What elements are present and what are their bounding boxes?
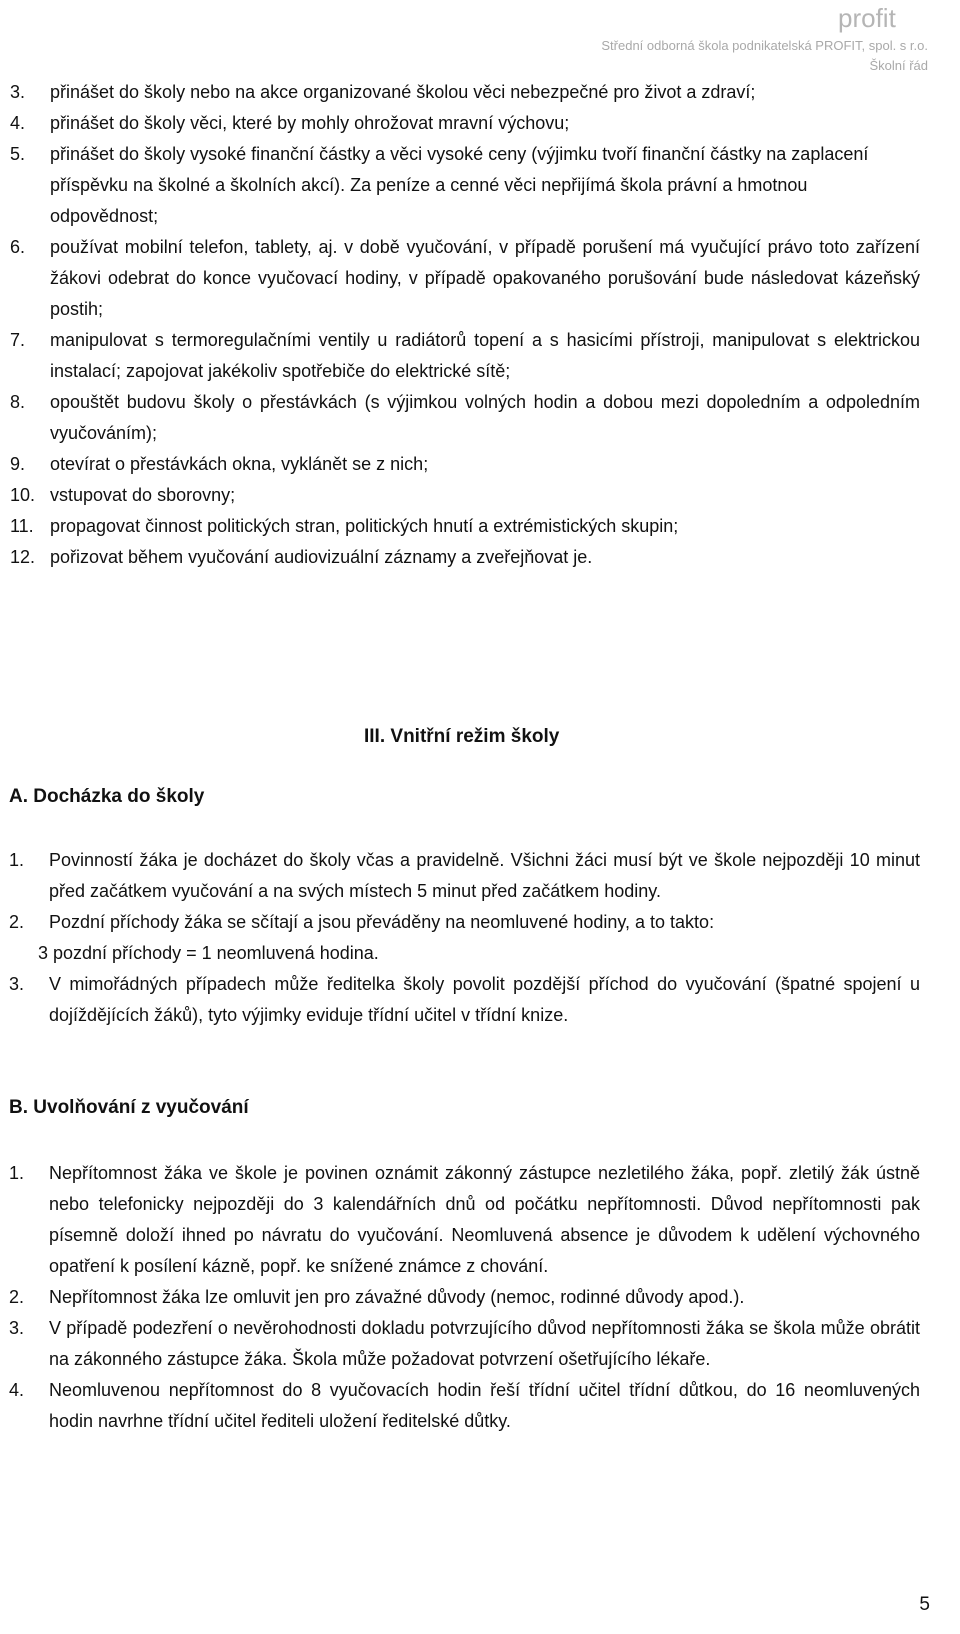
item-number: 10. <box>10 485 36 505</box>
item-text: používat mobilní telefon, tablety, aj. v době vyučování, v případě porušení má vyučující právo toto zařízení žákovi odebrat do konce vyučovací hodiny, v případě opakovaného porušování bude následovat kázeňský postih; <box>50 237 920 319</box>
item-number: 9. <box>10 454 26 474</box>
list-item <box>10 542 920 573</box>
list-item <box>9 907 920 969</box>
item-text: V případě podezření o nevěrohodnosti dokladu potvrzujícího důvod nepřítomnosti žáka se škola může obrátit na zákonného zástupce žáka. Škola může požadovat potvrzení ošetřujícího lékaře. <box>49 1318 920 1369</box>
item-number: 4. <box>10 113 26 133</box>
list-item <box>10 232 920 325</box>
list-item <box>9 1158 920 1282</box>
list-item <box>9 1282 920 1313</box>
item-number: 3. <box>10 82 26 102</box>
item-number: 5. <box>10 144 26 164</box>
section-heading: III. Vnitřní režim školy <box>364 726 560 747</box>
item-text: otevírat o přestávkách okna, vyklánět se z nich; <box>50 454 429 474</box>
item-text: Neomluvenou nepřítomnost do 8 vyučovacích hodin řeší třídní učitel třídní důtkou, do 16 neomluvených hodin navrhne třídní učitel řediteli uložení ředitelské důtky. <box>49 1380 920 1431</box>
list-item <box>10 325 920 387</box>
owl-logo-icon <box>838 3 928 35</box>
page-header <box>601 2 928 76</box>
item-number: 3. <box>9 1318 25 1338</box>
list-item <box>10 480 920 511</box>
school-logo <box>601 2 928 36</box>
list-item <box>9 845 920 907</box>
item-text: Nepřítomnost žáka lze omluvit jen pro závažné důvody (nemoc, rodinné důvody apod.). <box>49 1287 745 1307</box>
list-item <box>10 387 920 449</box>
item-text: Nepřítomnost žáka ve škole je povinen oznámit zákonný zástupce nezletilého žáka, popř. zletilý žák ústně nebo telefonicky nejpozději do 3 kalendářních dnů od počátku nepřítomnosti. Důvod nepřítomnosti pak písemně doloží ihned po návratu do vyučování. Neomluvená absence je důvodem k udělení výchovného opatření k posílení kázně, popř. ke snížené známce z chování. <box>49 1163 920 1276</box>
list-item <box>10 108 920 139</box>
item-text: přinášet do školy vysoké finanční částky a věci vysoké ceny (výjimku tvoří finanční částky na zaplacení příspěvku na školné a školních akcí). Za peníze a cenné věci nepřijímá škola právní a hmotnou odpovědnost; <box>50 144 869 226</box>
subsection-b-heading: B. Uvolňování z vyučování <box>9 1097 249 1118</box>
item-number: 3. <box>9 974 25 994</box>
list-item <box>10 511 920 542</box>
item-text: manipulovat s termoregulačními ventily u radiátorů topení a s hasicími přístroji, manipulovat s elektrickou instalací; zapojovat jakékoliv spotřebiče do elektrické sítě; <box>50 330 920 381</box>
school-name: Střední odborná škola podnikatelská PROFIT, spol. s r.o. <box>601 38 928 53</box>
list-item <box>9 1375 920 1437</box>
attendance-list <box>9 845 920 1031</box>
item-text: přinášet do školy nebo na akce organizované školou věci nebezpečné pro život a zdraví; <box>50 82 756 102</box>
item-text: Pozdní příchody žáka se sčítají a jsou převáděny na neomluvené hodiny, a to takto: <box>49 912 715 932</box>
item-extra-line: 3 pozdní příchody = 1 neomluvená hodina. <box>38 943 379 963</box>
item-number: 2. <box>9 1287 25 1307</box>
item-text: V mimořádných případech může ředitelka školy povolit pozdější příchod do vyučování (špatné spojení u dojíždějících žáků), tyto výjimky eviduje třídní učitel v třídní knize. <box>49 974 920 1025</box>
item-number: 1. <box>9 850 25 870</box>
item-number: 8. <box>10 392 26 412</box>
absence-list <box>9 1158 920 1437</box>
list-item <box>9 1313 920 1375</box>
item-number: 11. <box>10 516 34 536</box>
item-text: přinášet do školy věci, které by mohly ohrožovat mravní výchovu; <box>50 113 570 133</box>
prohibitions-list <box>10 77 920 573</box>
list-item <box>10 77 920 108</box>
logo-text-pro: profit <box>838 3 896 33</box>
document-title: Školní řád <box>869 58 928 73</box>
item-text: opouštět budovu školy o přestávkách (s výjimkou volných hodin a dobou mezi dopoledním a odpoledním vyučováním); <box>50 392 920 443</box>
item-number: 2. <box>9 912 25 932</box>
item-number: 1. <box>9 1163 25 1183</box>
item-text: vstupovat do sborovny; <box>50 485 236 505</box>
list-item <box>9 969 920 1031</box>
subsection-a-heading: A. Docházka do školy <box>9 786 205 807</box>
list-item <box>10 449 920 480</box>
page-number: 5 <box>919 1594 930 1615</box>
item-text: Povinností žáka je docházet do školy včas a pravidelně. Všichni žáci musí být ve škole nejpozději 10 minut před začátkem vyučování a na svých místech 5 minut před začátkem hodiny. <box>49 850 920 901</box>
item-number: 7. <box>10 330 26 350</box>
item-text: pořizovat během vyučování audiovizuální záznamy a zveřejňovat je. <box>50 547 593 567</box>
item-number: 6. <box>10 237 26 257</box>
item-text: propagovat činnost politických stran, politických hnutí a extrémistických skupin; <box>50 516 679 536</box>
list-item <box>10 139 920 232</box>
item-number: 4. <box>9 1380 25 1400</box>
item-number: 12. <box>10 547 36 567</box>
